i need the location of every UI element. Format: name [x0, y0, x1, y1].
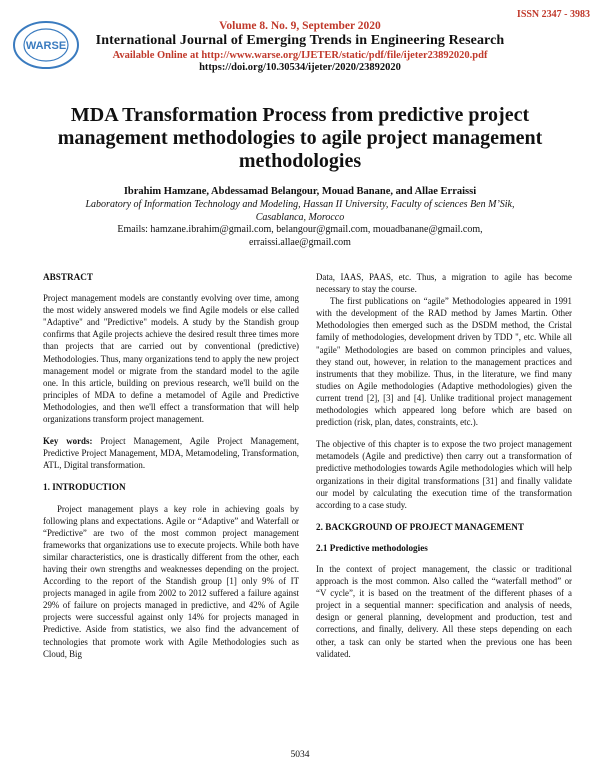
introduction-text: Project management plays a key role in achieving goals by following plans and expectations. Agile or “Adaptive” and Waterfall or “Predictive” are two of the most common project management frameworks that organizations use to execute projects. While both have similar characteristics, one is drastically different from the other, each having their own strengths and weaknesses depending on the project. According to the report of the Standish group [1] only 9% of IT projects managed in agile from 2002 to 2012 suffered a failure against 29% of failure on projects managed in predictive, and 42% of Agile projects were successful against only 14% for projects managed in Predictive. Aside from statistics, we also find the advancement of technologies that promote work with Agile Methodologies such as Cloud, Big	[43, 503, 299, 659]
right-paragraph-3: The objective of this chapter is to expose the two project management metamodels (Agile and predictive) then carry out a transformation of predictive methodologies towards Agile methodologies which will help organizations in their digital transformations [31] and finally validate our model by calculating the execution time of the transformation according to a case study.	[316, 439, 572, 510]
keywords-text: Project Management, Agile Project Management, Predictive Project Management, MDA, Metamodeling, Transformation, ATL, Digital transformation.	[43, 436, 299, 471]
keywords	[43, 435, 299, 471]
keywords-label: Key words:	[43, 436, 93, 447]
paper-title: MDA Transformation Process from predictive project management methodologies to agile project management methodologies	[57, 104, 543, 172]
logo-text: WARSE	[25, 40, 67, 52]
abstract-text: Project management models are constantly evolving over time, among the most widely answered models we find Agile models or else called "Adaptive" and "Predictive" models. A study by the Standish group confirms that Agile projects achieve the desired result three times more than projects that are carried out by conventional (predictive) Methodologies. Thus, many organizations tend to apply the new project management model or migrate from the standard model to the agile one. In this article, building on previous research, we'll build on the principles of MDA to define a metamodel of Agile and Predictive Methodologies, and then we'll effect a transformation that will help organizations transform project management.	[43, 293, 299, 425]
availability-url[interactable]: Available Online at http://www.warse.org/IJETER/static/pdf/file/ijeter23892020.pdf	[112, 50, 488, 61]
paper-authors: Ibrahim Hamzane, Abdessamad Belangour, Mouad Banane, and Allae Erraissi	[123, 186, 477, 197]
section-2-heading: 2. BACKGROUND OF PROJECT MANAGEMENT	[316, 521, 524, 532]
left-column	[43, 271, 299, 660]
volume-line: Volume 8. No. 9, September 2020	[219, 20, 381, 32]
journal-name: International Journal of Emerging Trends in Engineering Research	[95, 33, 505, 48]
abstract-heading: ABSTRACT	[43, 272, 94, 282]
introduction-heading: 1. INTRODUCTION	[43, 482, 126, 493]
issn-label: ISSN 2347 - 3983	[516, 9, 590, 20]
right-paragraph-1: Data, IAAS, PAAS, etc. Thus, a migration to agile has become necessary to stay the course.	[316, 272, 572, 295]
right-paragraph-4: In the context of project management, the classic or traditional approach is the most common. Also called the “waterfall method” or “V cycle”, it is based on the treatment of the different phases of a project in a sequential manner: specification and analysis of needs, design or general planning, development and production, test and corrections, and finally, delivery. All these steps depending on each other, a task can only be started when the previous one has been validated.	[316, 563, 572, 659]
paper-emails: Emails: hamzane.ibrahim@gmail.com, belangour@gmail.com, mouadbanane@gmail.com, erraissi.allae@gmail.com	[117, 224, 483, 248]
page-number: 5034	[290, 750, 310, 760]
doi-link[interactable]: https://doi.org/10.30534/ijeter/2020/23892020	[199, 62, 401, 73]
right-paragraph-2: The first publications on “agile” Methodologies appeared in 1991 with the development of the RAD method by James Martin. Other Methodologies then emerged such as the DSDM method, the Cristal family of methodologies, development driven by TDD ", etc. While all "agile" Methodologies are based on common principles and values, they stand out, however, in relation to the management practices and instruments that they mobilize. Thus, in the literature, we find many studies on Agile methodologies (Adaptive methodologies) given the current trend [2], [3] and [4]. Unlike traditional project management methodologies which appeared long before which are based on prediction (risk, plan, dates, constraints, etc.).	[316, 296, 572, 428]
section-2-1-heading: 2.1 Predictive methodologies	[316, 542, 428, 553]
paper-affiliation: Laboratory of Information Technology and Modeling, Hassan II University, Faculty of sciences Ben M’Sik, Casablanca, Morocco	[85, 199, 515, 223]
right-column	[316, 271, 572, 660]
